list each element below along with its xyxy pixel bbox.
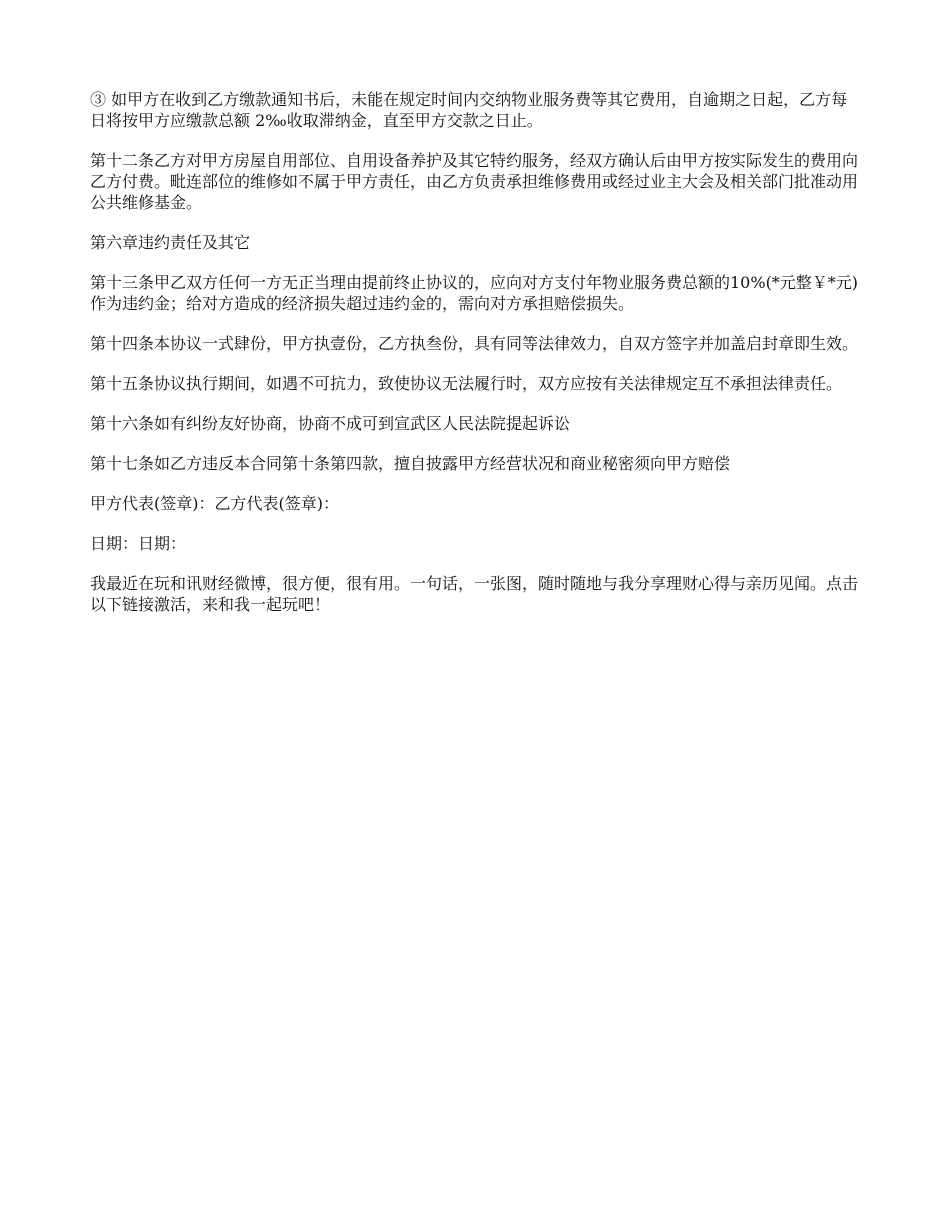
clause-late-fee: ③ 如甲方在收到乙方缴款通知书后，未能在规定时间内交纳物业服务费等其它费用，自逾期之日起，乙方每日将按甲方应缴款总额 2‰收取滞纳金，直至甲方交款之日止。 (90, 90, 848, 130)
clause-14: 第十四条本协议一式肆份，甲方执壹份，乙方执叁份，具有同等法律效力，自双方签字并加盖启封章即生效。 (90, 334, 859, 353)
clause-15: 第十五条协议执行期间，如遇不可抗力，致使协议无法履行时，双方应按有关法律规定互不承担法律责任。 (90, 374, 843, 393)
clause-13: 第十三条甲乙双方任何一方无正当理由提前终止协议的，应向对方支付年物业服务费总额的10%(*元整￥*元)作为违约金；给对方造成的经济损失超过违约金的，需向对方承担赔偿损失。 (90, 273, 859, 313)
clause-16: 第十六条如有纠纷友好协商，协商不成可到宣武区人民法院提起诉讼 (90, 414, 571, 433)
signature-line: 甲方代表(签章)：乙方代表(签章)： (90, 494, 339, 513)
date-line: 日期：日期： (90, 534, 187, 553)
document-body (90, 89, 860, 634)
chapter-6-heading: 第六章违约责任及其它 (90, 233, 251, 252)
clause-17: 第十七条如乙方违反本合同第十条第四款，擅自披露甲方经营状况和商业秘密须向甲方赔偿 (90, 454, 731, 473)
clause-12: 第十二条乙方对甲方房屋自用部位、自用设备养护及其它特约服务，经双方确认后由甲方按实际发生的费用向乙方付费。毗连部位的维修如不属于甲方责任，由乙方负责承担维修费用或经过业主大会及相关部门批准动用公共维修基金。 (90, 151, 859, 212)
promo-paragraph: 我最近在玩和讯财经微博，很方便，很有用。一句话，一张图，随时随地与我分享理财心得与亲历见闻。点击以下链接激活，来和我一起玩吧！ (90, 574, 859, 614)
